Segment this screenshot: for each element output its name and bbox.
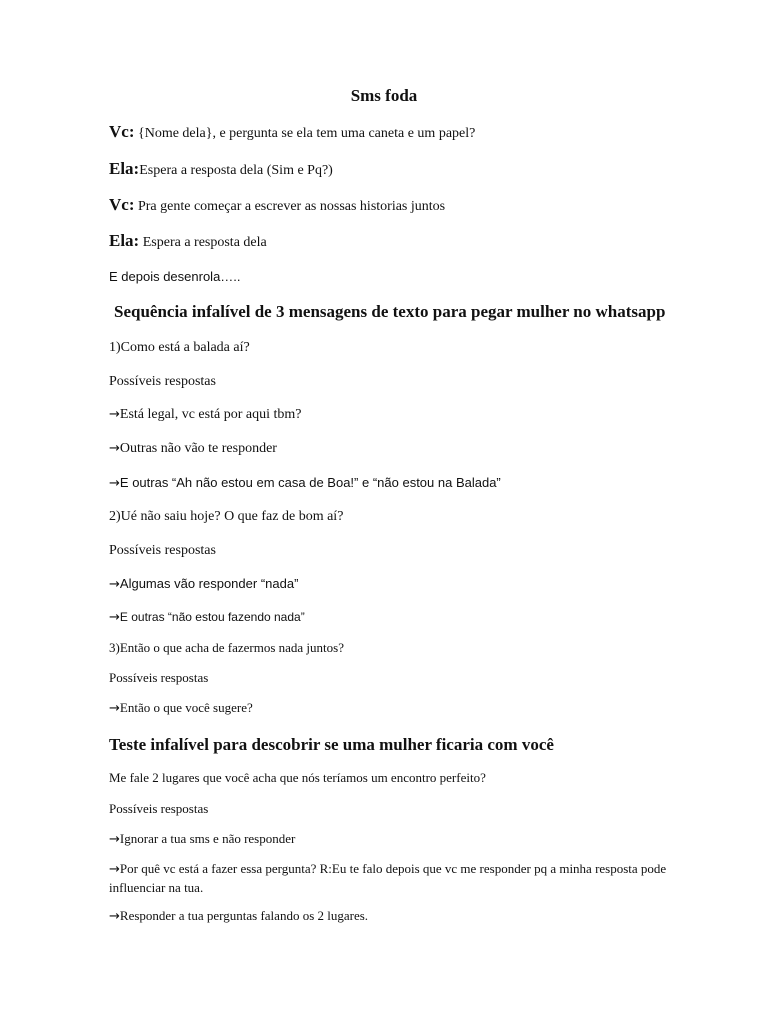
- possible-answers-label: Possíveis respostas: [109, 801, 209, 816]
- section-heading: Sequência infalível de 3 mensagens de texto para pegar mulher no whatsapp: [114, 302, 666, 321]
- dialogue-line: [109, 232, 267, 252]
- answer-item: [109, 575, 298, 594]
- answer-text: Ignorar a tua sms e não responder: [119, 831, 296, 846]
- test-question: Me fale 2 lugares que você acha que nós teríamos um encontro perfeito?: [109, 770, 486, 785]
- dialogue-line: [109, 123, 475, 143]
- arrow-right-icon: →: [109, 701, 120, 716]
- arrow-right-icon: →: [109, 832, 120, 847]
- question-3: 3)Então o que acha de fazermos nada juntos?: [109, 640, 344, 655]
- answer-text: Por quê vc está a fazer essa pergunta? R:Eu te falo depois que vc me responder pq a minha resposta pode influenciar na tua.: [109, 861, 667, 895]
- answer-item: [109, 699, 253, 718]
- answer-item: [109, 830, 295, 849]
- speaker-label: Vc:: [109, 195, 135, 214]
- possible-answers-label: Possíveis respostas: [109, 543, 216, 558]
- speaker-label: Ela:: [109, 231, 140, 250]
- dialogue-line: [109, 196, 445, 216]
- answer-text: E outras “Ah não estou em casa de Boa!” e “não estou na Balada”: [119, 475, 501, 490]
- arrow-right-icon: →: [109, 441, 120, 456]
- answer-text: Responder a tua perguntas falando os 2 lugares.: [119, 908, 369, 923]
- question-2: 2)Ué não saiu hoje? O que faz de bom aí?: [109, 509, 344, 524]
- section-heading: Teste infalível para descobrir se uma mulher ficaria com você: [109, 735, 554, 754]
- page-title: Sms foda: [350, 86, 418, 105]
- answer-item: [109, 474, 501, 493]
- arrow-right-icon: →: [109, 862, 120, 877]
- possible-answers-label: Possíveis respostas: [109, 374, 216, 389]
- arrow-right-icon: →: [109, 909, 120, 924]
- answer-item: [109, 406, 301, 424]
- answer-text: Outras não vão te responder: [119, 441, 277, 456]
- answer-text: Então o que você sugere?: [119, 700, 253, 715]
- arrow-right-icon: →: [109, 407, 120, 422]
- arrow-right-icon: →: [109, 577, 120, 592]
- answer-item: [109, 608, 305, 627]
- answer-text: E outras “não estou fazendo nada”: [119, 610, 305, 624]
- speaker-label: Vc:: [109, 122, 135, 141]
- possible-answers-label: Possíveis respostas: [109, 670, 209, 685]
- dialogue-text: {Nome dela}, e pergunta se ela tem uma caneta e um papel?: [137, 126, 476, 141]
- dialogue-end: E depois desenrola…..: [109, 269, 241, 284]
- answer-item: [109, 440, 277, 458]
- answer-item: [109, 907, 368, 926]
- dialogue-text: Espera a resposta dela (Sim e Pq?): [139, 163, 333, 178]
- answer-text: Algumas vão responder “nada”: [119, 576, 299, 591]
- answer-item: [109, 860, 699, 897]
- dialogue-text: Espera a resposta dela: [142, 235, 267, 250]
- question-1: 1)Como está a balada aí?: [109, 340, 250, 355]
- dialogue-line: [109, 160, 333, 180]
- arrow-right-icon: →: [109, 476, 120, 491]
- arrow-right-icon: →: [109, 610, 120, 625]
- answer-text: Está legal, vc está por aqui tbm?: [119, 407, 302, 422]
- speaker-label: Ela:: [109, 159, 140, 178]
- dialogue-text: Pra gente começar a escrever as nossas historias juntos: [137, 199, 446, 214]
